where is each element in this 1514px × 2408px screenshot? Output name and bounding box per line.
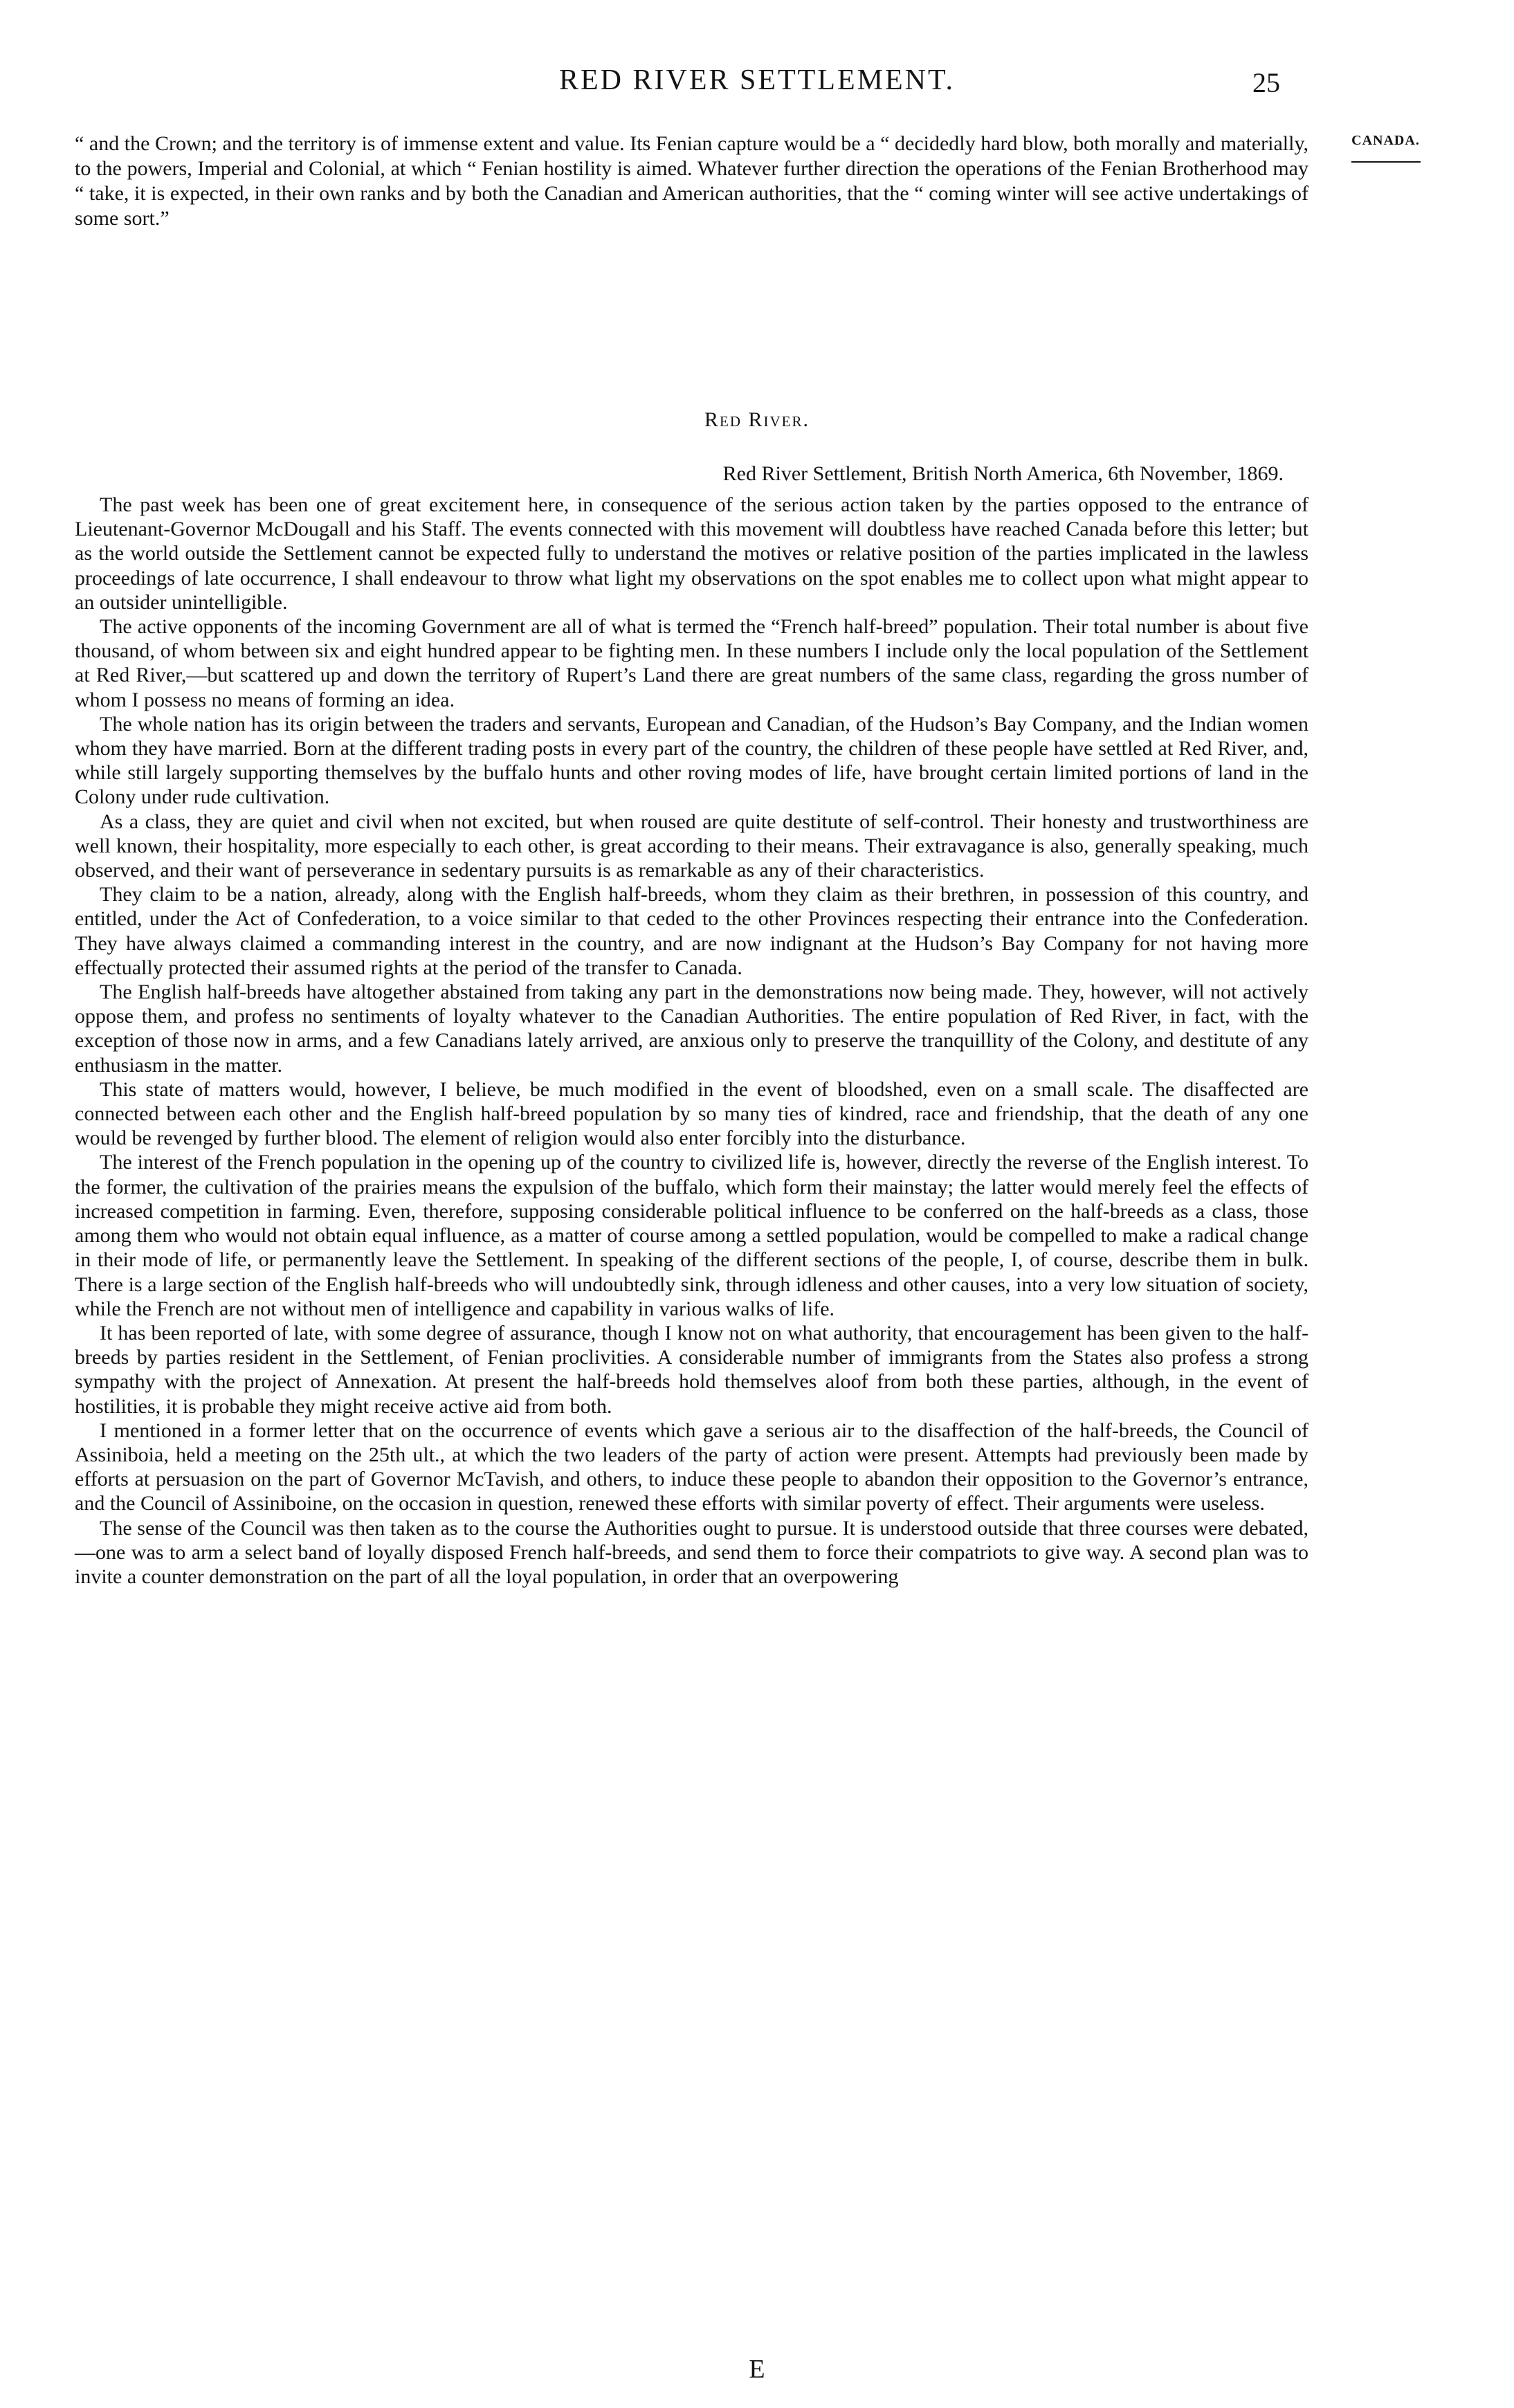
dateline: Red River Settlement, British North America, 6th November, 1869. [722, 462, 1284, 485]
paragraph: I mentioned in a former letter that on the occurrence of events which gave a serious air to the disaffection of the half-breeds, the Council of Assiniboia, held a meeting on the 25th ult., at which the two leaders of the party of action were present. Attempts had previously been made by efforts at persuasion on the part of Governor McTavish, and others, to induce these people to abandon their opposition to the Governor’s entrance, and the Council of Assiniboine, on the occasion in question, renewed these efforts with similar poverty of effect. Their arguments were useless. [75, 1419, 1308, 1515]
margin-note [1339, 133, 1432, 163]
paragraph: The interest of the French population in the opening up of the country to civilized life is, however, directly the reverse of the English interest. To the former, the cultivation of the prairies means the expulsion of the buffalo, which form their mainstay; the latter would merely feel the effects of increased competition in farming. Even, therefore, supposing considerable political influence to be conferred on the half-breeds as a class, those among them who would not obtain equal influence, as a matter of course among a settled population, would be compelled to make a radical change in their mode of life, or permanently leave the Settlement. In speaking of the different sections of the people, I, of course, describe them in bulk. There is a large section of the English half-breeds who will undoubtedly sink, through idleness and other causes, into a very low situation of society, while the French are not without men of intelligence and capability in various walks of life. [75, 1151, 1308, 1320]
paragraph: The past week has been one of great excitement here, in consequence of the serious action taken by the parties opposed to the entrance of Lieutenant-Governor McDougall and his Staff. The events connected with this movement will doubtless have reached Canada before this letter; but as the world outside the Settlement cannot be expected fully to understand the motives or relative position of the parties implicated in the lawless proceedings of late occurrence, I shall endeavour to throw what light my observations on the spot enables me to collect upon what might appear to an outsider unintelligible. [75, 493, 1308, 614]
paragraph: It has been reported of late, with some degree of assurance, though I know not on what authority, that encouragement has been given to the half-breeds by parties resident in the Settlement, of Fenian proclivities. A considerable number of immigrants from the States also profess a strong sympathy with the project of Annexation. At present the half-breeds hold themselves aloof from both these parties, although, in the event of hostilities, it is probable they might receive active aid from both. [75, 1321, 1308, 1418]
paragraph: The whole nation has its origin between the traders and servants, European and Canadian, of the Hudson’s Bay Company, and the Indian women whom they have married. Born at the different trading posts in every part of the country, the children of these people have settled at Red River, and, while still largely supporting themselves by the buffalo hunts and other roving modes of life, have brought certain limited portions of land in the Colony under rude cultivation. [75, 712, 1308, 809]
paragraph: The active opponents of the incoming Government are all of what is termed the “French half-breed” population. Their total number is about five thousand, of whom between six and eight hundred appear to be fighting men. In these numbers I include only the local population of the Settlement at Red River,—but scattered up and down the territory of Rupert’s Land there are great numbers of the same class, regarding the gross number of whom I possess no means of forming an idea. [75, 615, 1308, 711]
paragraph: This state of matters would, however, I believe, be much modified in the event of bloodshed, even on a small scale. The disaffected are connected between each other and the English half-breed population by so many ties of kindred, race and friendship, that the death of any one would be revenged by further blood. The element of religion would also enter forcibly into the disturbance. [75, 1077, 1308, 1150]
paragraph: They claim to be a nation, already, along with the English half-breeds, whom they claim as their brethren, in possession of this country, and entitled, under the Act of Confederation, to a voice similar to that ceded to the other Provinces respecting their entrance into the Confederation. They have always claimed a commanding interest in the country, and are now indignant at the Hudson’s Bay Company for not having more effectually protected their assumed rights at the period of the transfer to Canada. [75, 883, 1308, 979]
quote-text: “ and the Crown; and the territory is of immense extent and value. Its Fenian capture would be a “ decidedly hard blow, both morally and materially, to the powers, Imperial and Colonial, at which “ Fenian hostility is aimed. Whatever further direction the operations of the Fenian Brotherhood may “ take, it is expected, in their own ranks and by both the Canadian and American authorities, that the “ coming winter will see active undertakings of some sort.” [75, 132, 1308, 230]
running-title: RED RIVER SETTLEMENT. [558, 64, 955, 96]
paragraph: The sense of the Council was then taken as to the course the Authorities ought to pursue. It is understood outside that three courses were debated,—one was to arm a select band of loyally disposed French half-breeds, and send them to force their compatriots to give way. A second plan was to invite a counter demonstration on the part of all the loyal population, in order that an overpowering [75, 1516, 1308, 1588]
quoted-passage [75, 131, 1308, 231]
page-number: 25 [1252, 67, 1280, 98]
paragraph: The English half-breeds have altogether abstained from taking any part in the demonstrations now being made. They, however, will not actively oppose them, and profess no sentiments of loyalty whatever to the Canadian Authorities. The entire population of Red River, in fact, with the exception of those now in arms, and a few Canadians lately arrived, are anxious only to preserve the tranquillity of the Colony, and destitute of any enthusiasm in the matter. [75, 980, 1308, 1077]
letter-body [75, 493, 1308, 1589]
paragraph: As a class, they are quiet and civil when not excited, but when roused are quite destitute of self-control. Their honesty and trustworthiness are well known, their hospitality, more especially to each other, is great according to their means. Their extravagance is also, generally speaking, much observed, and their want of perseverance in sedentary pursuits is as remarkable as any of their characteristics. [75, 810, 1308, 882]
margin-rule [1351, 161, 1421, 163]
margin-note-label: CANADA. [1351, 133, 1420, 148]
running-head [0, 64, 1514, 105]
section-heading: Red River. [704, 408, 810, 431]
signature-mark: E [749, 2355, 765, 2384]
